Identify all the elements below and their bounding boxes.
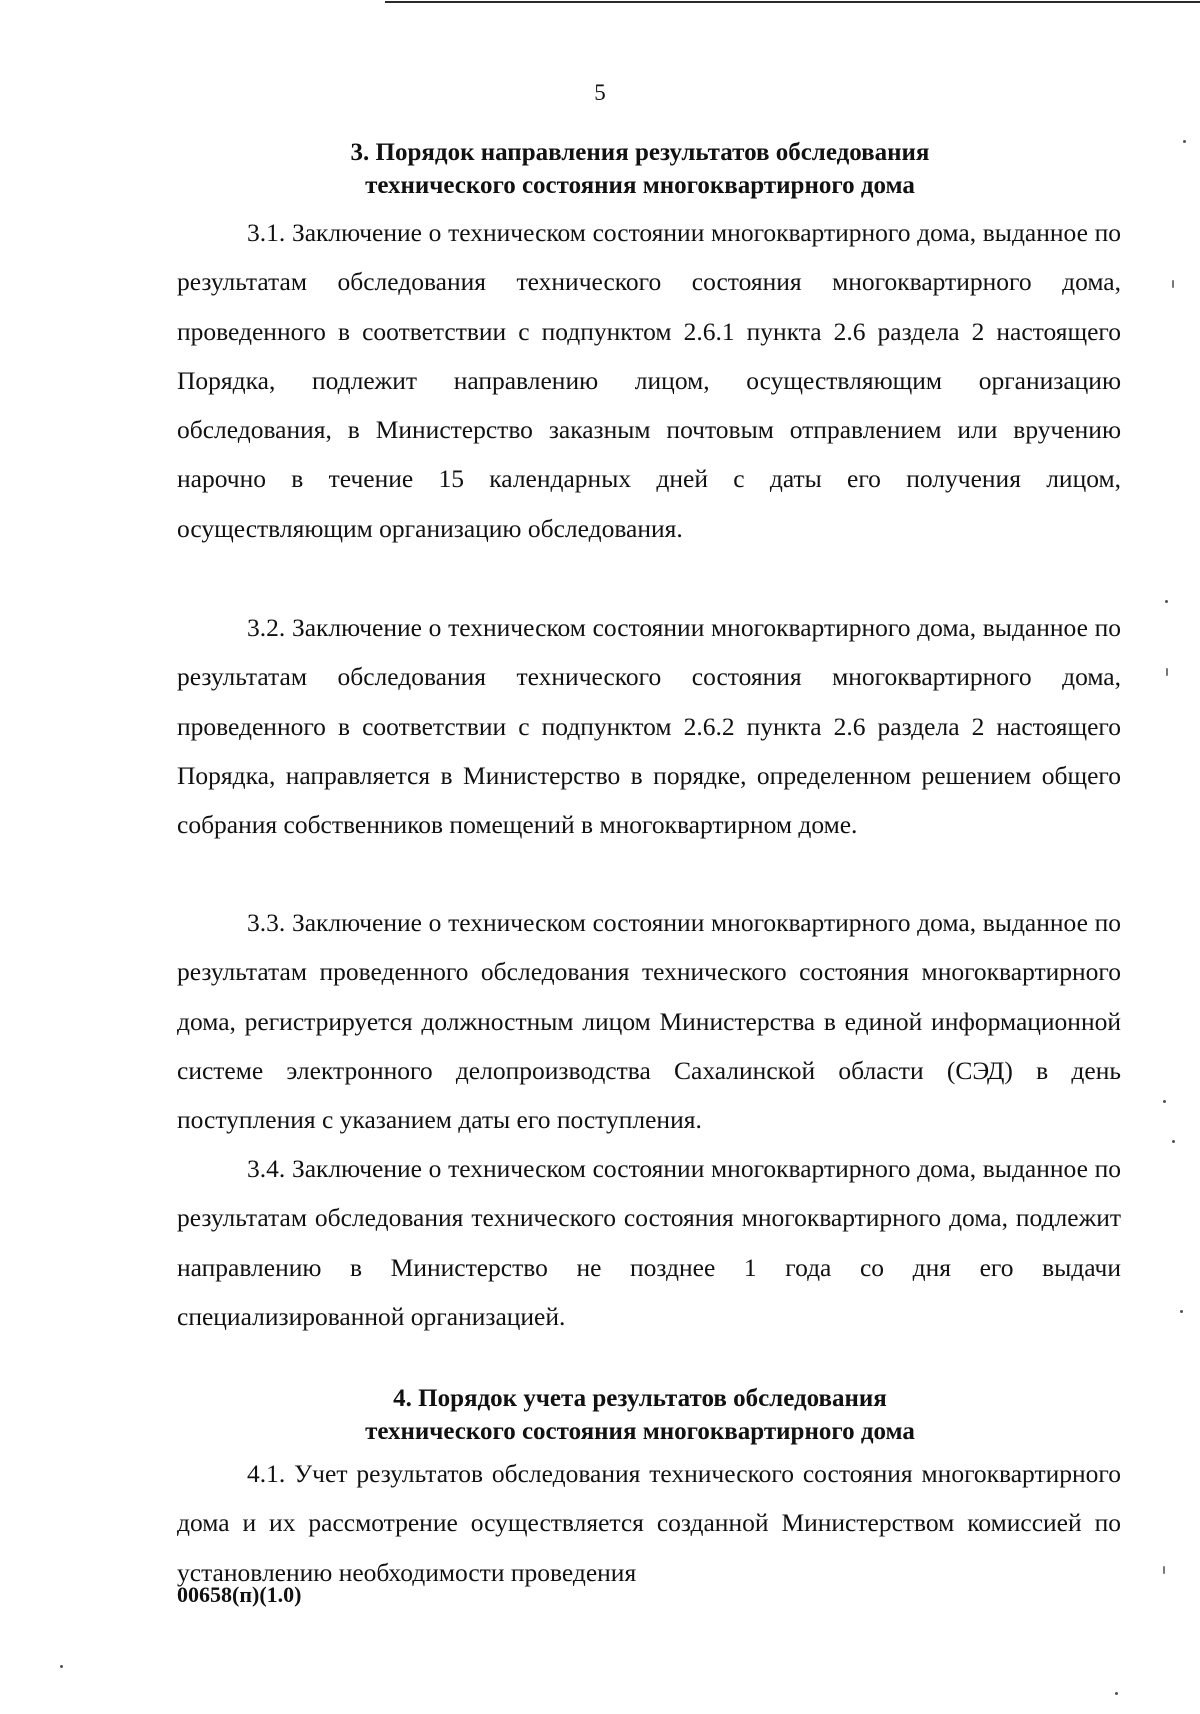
page-number: 5 — [594, 80, 606, 105]
section-4-heading-line-1: 4. Порядок учета результатов обследования — [393, 1385, 887, 1412]
section-3-heading — [150, 136, 1130, 202]
paragraph-3-2: 3.2. Заключение о техническом состоянии многоквартирного дома, выданное по результатам обследования технического состояния многоквартирного дома, проведенного в соответствии с подпунктом 2.6.2 пункта 2.6 раздела 2 настоящего Порядка, направляется в Министерство в порядке, определенном решением общего собрания собственников помещений в многоквартирном доме. — [177, 613, 1121, 840]
section-4-heading-line-2: технического состояния многоквартирного дома — [365, 1418, 915, 1445]
paragraph-4-1: 4.1. Учет результатов обследования технического состояния многоквартирного дома и их рассмотрение осуществляется созданной Министерством комиссией по установлению необходимости проведения — [177, 1459, 1121, 1587]
scan-speck — [1183, 140, 1186, 143]
scan-speck — [1180, 1310, 1183, 1313]
scan-speck — [1115, 1692, 1118, 1695]
paragraph-3-4: 3.4. Заключение о техническом состоянии многоквартирного дома, выданное по результатам обследования технического состояния многоквартирного дома, подлежит направлению в Министерство не позднее 1 года со дня его выдачи специализированной организацией. — [177, 1154, 1121, 1331]
scan-speck — [1163, 1100, 1166, 1103]
scan-speck — [1166, 668, 1168, 676]
section-3-heading-line-1: 3. Порядок направления результатов обследования — [350, 139, 930, 166]
top-scan-rule — [385, 1, 1200, 3]
scan-speck — [1172, 280, 1174, 288]
section-3-heading-line-2: технического состояния многоквартирного дома — [365, 172, 915, 199]
scan-speck — [1165, 600, 1168, 603]
document-code: 00658(п)(1.0) — [177, 1582, 302, 1607]
paragraph-3-3: 3.3. Заключение о техническом состоянии многоквартирного дома, выданное по результатам проведенного обследования технического состояния многоквартирного дома, регистрируется должностным лицом Министерства в единой информационной системе электронного делопроизводства Сахалинской области (СЭД) в день поступления с указанием даты его поступления. — [177, 908, 1121, 1135]
paragraph-3-1: 3.1. Заключение о техническом состоянии многоквартирного дома, выданное по результатам обследования технического состояния многоквартирного дома, проведенного в соответствии с подпунктом 2.6.1 пункта 2.6 раздела 2 настоящего Порядка, подлежит направлению лицом, осуществляющим организацию обследования, в Министерство заказным почтовым отправлением или вручению нарочно в течение 15 календарных дней с даты его получения лицом, осуществляющим организацию обследования. — [177, 218, 1121, 543]
scan-speck — [60, 1665, 63, 1668]
scan-speck — [1172, 1140, 1175, 1143]
scan-speck — [1163, 1566, 1165, 1574]
section-4-heading — [150, 1382, 1130, 1448]
